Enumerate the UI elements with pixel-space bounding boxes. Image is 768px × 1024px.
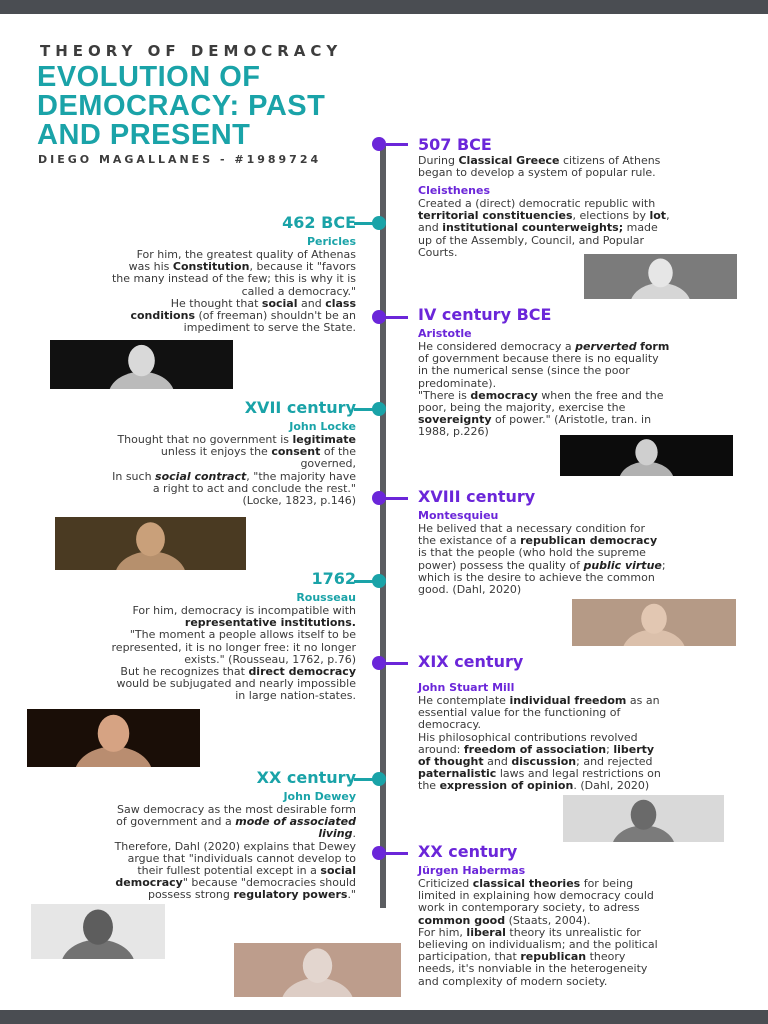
text-run: ; and rejected [576,755,653,769]
text-run: good. (Dahl, 2020) [418,583,522,597]
locke-portrait [55,517,246,570]
text-run: , "the majority have [246,469,356,483]
text-run: Classical Greece [458,154,560,167]
text-run: For him, [418,925,467,939]
mill-portrait [563,795,724,842]
text-run: would be subjugated and nearly impossible [116,677,356,691]
habermas-portrait [234,943,401,997]
text-run: common good [418,913,506,927]
text-run: discussion [511,755,577,769]
text-run: direct democracy [248,665,356,679]
cleisthenes-portrait [584,254,737,299]
text-line [418,167,758,179]
text-run: was his [128,260,173,274]
bust-icon [584,254,737,299]
text-run: theory [586,950,626,964]
text-run: liberal [466,925,506,939]
text-run: argue that "individuals cannot develop to [127,851,356,865]
text-run: democracy [115,876,183,890]
text-run: For him, the greatest quality of Athenas [136,248,356,261]
text-run: mode of associated [235,815,356,829]
text-run: " because "democracies should [182,876,356,890]
timeline-dot [372,402,386,416]
entry-heading: 1762 [311,569,356,588]
text-run: social [261,296,298,310]
entry-text [418,523,758,596]
text-run: is that the people (who hold the supreme [418,546,646,560]
text-line [418,584,758,596]
text-run: . [352,827,356,841]
timeline-spine [380,144,386,908]
text-run: , because it " [249,260,322,274]
text-run: individual freedom [509,694,627,707]
text-run: He considered democracy a [418,340,576,353]
timeline-tick [386,852,408,855]
text-run: Constitution [172,260,250,274]
bust-icon [50,340,233,389]
text-line [18,816,356,828]
text-run: social [320,864,356,878]
entry-subtitle: Rousseau [296,591,356,604]
text-run: limited in explaining how democracy could [418,889,654,903]
text-run: the [418,779,440,793]
text-run: their fullest potential except in a [137,864,321,878]
text-run: ; [661,558,666,572]
bust-icon [560,435,733,476]
entry-xx-dewey [18,768,356,902]
text-run: power) possess the quality of [418,558,584,572]
text-run: citizens of Athens [559,154,661,167]
text-run: He belived that a necessary condition for [418,522,645,535]
text-run: work in contemporary society, to adress [418,901,640,915]
entry-heading: XX century [418,842,518,861]
text-run: But he recognizes that [120,665,249,679]
page-title: EVOLUTION OF DEMOCRACY: PAST AND PRESENT [37,61,326,151]
text-run: paternalistic [418,767,497,781]
timeline-tick [386,143,408,146]
entry-heading: IV century BCE [418,305,552,324]
entry-subtitle: John Dewey [283,790,356,803]
rousseau-portrait [27,709,200,767]
text-run: form [640,340,670,353]
entry-subtitle: John Locke [289,420,356,433]
text-run: laws and legal restrictions on [496,767,661,781]
text-run: ." [347,888,356,902]
timeline-dot [372,772,386,786]
text-run: Criticized [418,877,473,890]
entry-xviii-century [418,487,758,596]
text-run: exists." (Rousseau, 1762, p.76) [184,652,356,666]
entry-xvii-century [18,398,356,507]
text-run: when the free and the [537,388,664,402]
text-run: classical theories [472,877,581,890]
text-run: and [297,296,326,310]
text-run: 1988, p.226) [418,425,489,439]
text-run: as an [626,694,660,707]
text-run: (of freeman) shouldn't be an [195,309,356,323]
text-run: social contract [155,469,247,483]
text-run: expression of opinion [439,779,574,793]
montesquieu-portrait [572,599,736,646]
text-run: in the numerical sense (since the poor [418,364,630,378]
entry-text [418,695,758,793]
entry-subtitle: Aristotle [418,327,472,340]
text-run: "The moment a people allows itself to be [129,628,356,642]
text-run: Therefore, Dahl (2020) explains that Dewey [114,839,356,853]
profile-portrait-icon [572,599,736,646]
entry-heading: 507 BCE [418,135,492,154]
text-run: institutional counterweights; [442,221,624,235]
text-line [18,690,356,702]
text-run: . (Dahl, 2020) [573,779,650,793]
text-line [418,235,758,247]
entry-cleisthenes [418,182,758,259]
text-run: needs, it's nonviable in the heterogeneity [418,962,648,976]
entry-507bce [418,135,758,179]
entry-subtitle: Jürgen Habermas [418,864,526,877]
text-run: republican democracy [520,534,658,548]
text-run: regulatory powers [233,888,348,902]
timeline-tick [386,662,408,665]
entry-text [18,605,356,703]
text-run: Courts. [418,245,458,259]
text-line [18,322,356,334]
aristotle-portrait [560,435,733,476]
text-run: democracy. [418,718,481,732]
photo-portrait-icon [563,795,724,842]
painted-portrait-icon [27,709,200,767]
timeline-dot [372,656,386,670]
kicker-heading: THEORY OF DEMOCRACY [40,42,343,60]
timeline-dot [372,574,386,588]
entry-heading: 462 BCE [282,213,356,232]
text-run: of power." (Aristotle, tran. in [491,413,652,427]
text-run: In such [112,469,156,483]
text-run: territorial constituencies [418,209,573,223]
entry-subtitle: Cleisthenes [418,184,491,197]
entry-1762 [18,569,356,703]
entry-text [18,434,356,507]
text-run: legitimate [292,433,356,446]
text-line [18,495,356,507]
timeline-dot [372,137,386,151]
entry-subtitle: Pericles [306,235,356,248]
text-run: participation, that [418,950,521,964]
text-run: of the [320,445,356,459]
text-run: essential value for the functioning of [418,706,621,720]
text-run: republican [520,950,587,964]
entry-heading: XIX century [418,652,524,671]
entry-heading: XX century [256,768,356,787]
text-run: and [418,221,443,235]
text-run: lot [649,209,667,223]
text-run: ; [606,742,614,756]
text-run: possess strong [147,888,234,902]
text-run: He thought that [170,296,262,310]
timeline-dot [372,310,386,324]
text-run: impediment to serve the State. [183,321,356,335]
text-run: freedom of association [463,742,607,756]
text-run: public virtue [583,558,662,572]
entry-heading: XVIII century [418,487,536,506]
timeline-dot [372,216,386,230]
text-run: favors [321,260,356,274]
entry-subtitle: Montesquieu [418,509,499,522]
text-run: (Staats, 2004). [505,913,591,927]
entry-text [18,249,356,334]
text-run: living [318,827,353,841]
timeline-dot [372,846,386,860]
text-run: called a democracy." [241,284,356,298]
entry-xix-century [418,652,758,793]
text-run: which is the desire to achieve the common [418,570,655,584]
text-run: , [666,209,670,223]
text-run: poor, being the majority, exercise the [418,401,626,415]
text-run: believing on individualism; and the political [418,938,658,952]
entry-iv-century [418,305,758,439]
text-line [418,780,758,792]
text-run: Created a (direct) democratic republic with [418,197,656,210]
entry-text [18,804,356,902]
text-run: a right to act and conclude the rest." [152,481,356,495]
text-run: unless it enjoys the [160,445,272,459]
text-run: in large nation-states. [235,689,356,703]
text-run: of thought [418,755,484,769]
dewey-portrait [31,904,165,959]
text-run: Saw democracy as the most desirable form [116,803,356,816]
entry-text [418,878,758,988]
text-run: and complexity of modern society. [418,974,608,988]
top-band [0,0,768,14]
text-run: sovereignty [418,413,492,427]
text-line [18,889,356,901]
text-run: Thought that no government is [117,433,293,446]
entry-xx-habermas [418,842,758,988]
text-run: and [483,755,512,769]
text-line [418,976,758,988]
text-run: represented, it is no longer free: it no longer [111,640,356,654]
timeline-tick [386,316,408,319]
timeline-dot [372,491,386,505]
timeline-tick [386,497,408,500]
entry-text [418,198,758,259]
text-run: democracy [470,388,538,402]
text-run: , elections by [572,209,650,223]
text-run: governed, [300,457,356,471]
text-run: of government because there is no equality [418,352,659,366]
entry-heading: XVII century [244,398,356,417]
painted-portrait-icon [55,517,246,570]
text-run: of government and a [116,815,236,829]
text-run: around: [418,742,464,756]
entry-text [418,155,758,179]
text-run: liberty [613,742,655,756]
pericles-portrait [50,340,233,389]
text-run: the many instead of the few; this is why it is [111,272,356,286]
text-run: the existance of a [418,534,521,548]
text-run: began to develop a system of popular rule. [418,166,656,180]
text-run: for being [580,877,634,890]
entry-462bce [18,213,356,334]
entry-text [418,341,758,439]
text-run: His philosophical contributions revolved [418,730,638,744]
text-run: theory its unrealistic for [505,925,641,939]
text-run: (Locke, 1823, p.146) [242,494,356,508]
text-run: made [623,221,658,235]
bottom-band [0,1010,768,1024]
text-run: He contemplate [418,694,510,707]
text-run: up of the Assembly, Council, and Popular [418,233,645,247]
text-run: conditions [130,309,195,323]
entry-subtitle: John Stuart Mill [418,681,515,694]
text-run: perverted [575,340,637,353]
text-run: representative institutions. [184,616,356,630]
text-run: class [325,296,356,310]
text-run: consent [271,445,321,459]
author-line: DIEGO MAGALLANES - #1989724 [38,153,322,166]
text-run: For him, democracy is incompatible with [132,604,356,617]
text-run: During [418,154,459,167]
photo-portrait-icon [31,904,165,959]
photo-portrait-icon [234,943,401,997]
text-run: predominate). [418,376,497,390]
text-run: "There is [418,388,471,402]
